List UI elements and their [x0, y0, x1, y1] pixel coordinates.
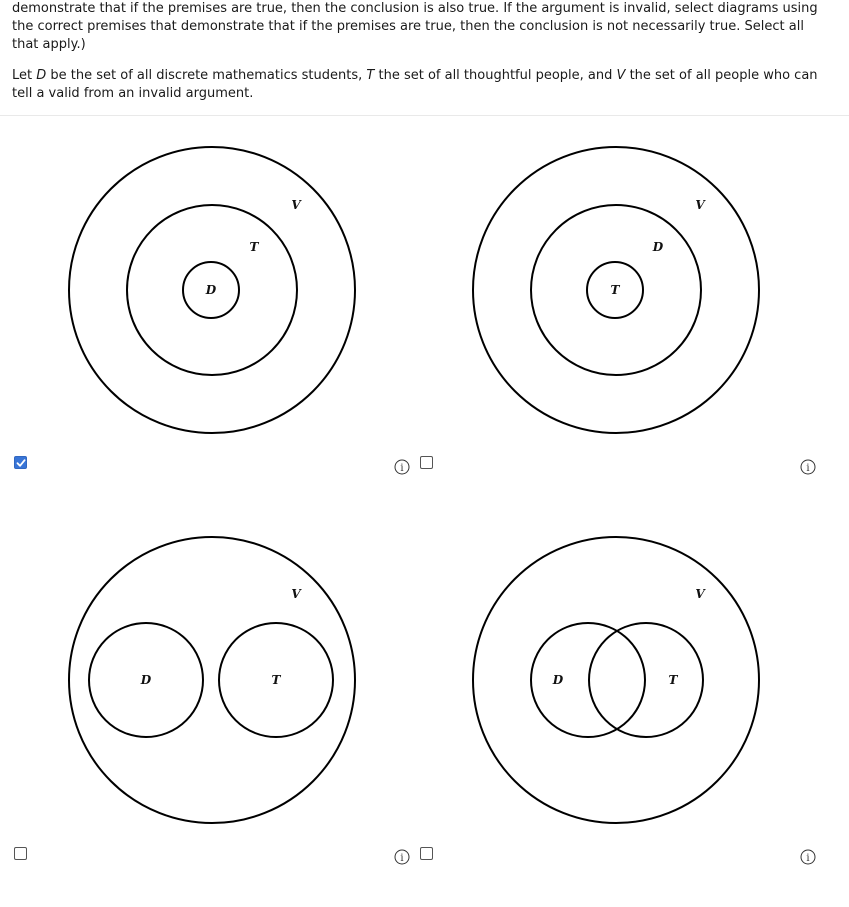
info-glyph: i — [400, 463, 404, 474]
label-t: T — [610, 283, 620, 297]
option-2-info-icon[interactable] — [800, 459, 816, 475]
checkmark-icon — [16, 458, 26, 468]
venn-diagram-option-2 — [466, 140, 766, 440]
option-1-checkbox[interactable] — [14, 456, 27, 469]
set-definitions-text — [12, 67, 832, 103]
def-the2: the set of all people who can tell a valid from an invalid argument. — [12, 68, 818, 101]
def-var-v: V — [616, 68, 626, 83]
label-d: D — [205, 283, 217, 297]
def-let: Let — [12, 68, 37, 83]
label-t: T — [271, 673, 281, 687]
label-t: T — [668, 673, 678, 687]
circle-v-outer — [69, 537, 355, 823]
option-4-checkbox[interactable] — [420, 847, 433, 860]
info-glyph: i — [400, 853, 404, 864]
info-glyph: i — [806, 853, 810, 864]
label-d: D — [140, 673, 152, 687]
label-d: D — [652, 240, 664, 254]
def-var-d: D — [36, 68, 47, 83]
info-glyph: i — [806, 463, 810, 474]
def-be: be the set of all discrete mathematics students, — [46, 68, 367, 83]
label-v: V — [695, 198, 705, 212]
venn-diagram-option-4 — [466, 530, 766, 830]
def-the1: the set of all thoughtful people, and — [374, 68, 617, 83]
instructions-text: demonstrate that if the premises are true, then the conclusion is also true. If the argument is invalid, select diagrams using the correct premises that demonstrate that if the premises are true, then the conclusion is not necessarily true. Select all that apply.) — [12, 1, 818, 52]
label-d: D — [552, 673, 564, 687]
option-3-info-icon[interactable] — [394, 849, 410, 865]
option-1-info-icon[interactable] — [394, 459, 410, 475]
option-2-checkbox[interactable] — [420, 456, 433, 469]
venn-diagram-option-3 — [62, 530, 362, 830]
option-4-info-icon[interactable] — [800, 849, 816, 865]
label-t: T — [249, 240, 259, 254]
label-v: V — [291, 587, 301, 601]
venn-diagram-option-1 — [62, 140, 362, 440]
label-v: V — [291, 198, 301, 212]
def-var-t: T — [366, 68, 375, 83]
divider — [0, 115, 849, 116]
label-v: V — [695, 587, 705, 601]
circle-v-outer — [473, 537, 759, 823]
option-3-checkbox[interactable] — [14, 847, 27, 860]
